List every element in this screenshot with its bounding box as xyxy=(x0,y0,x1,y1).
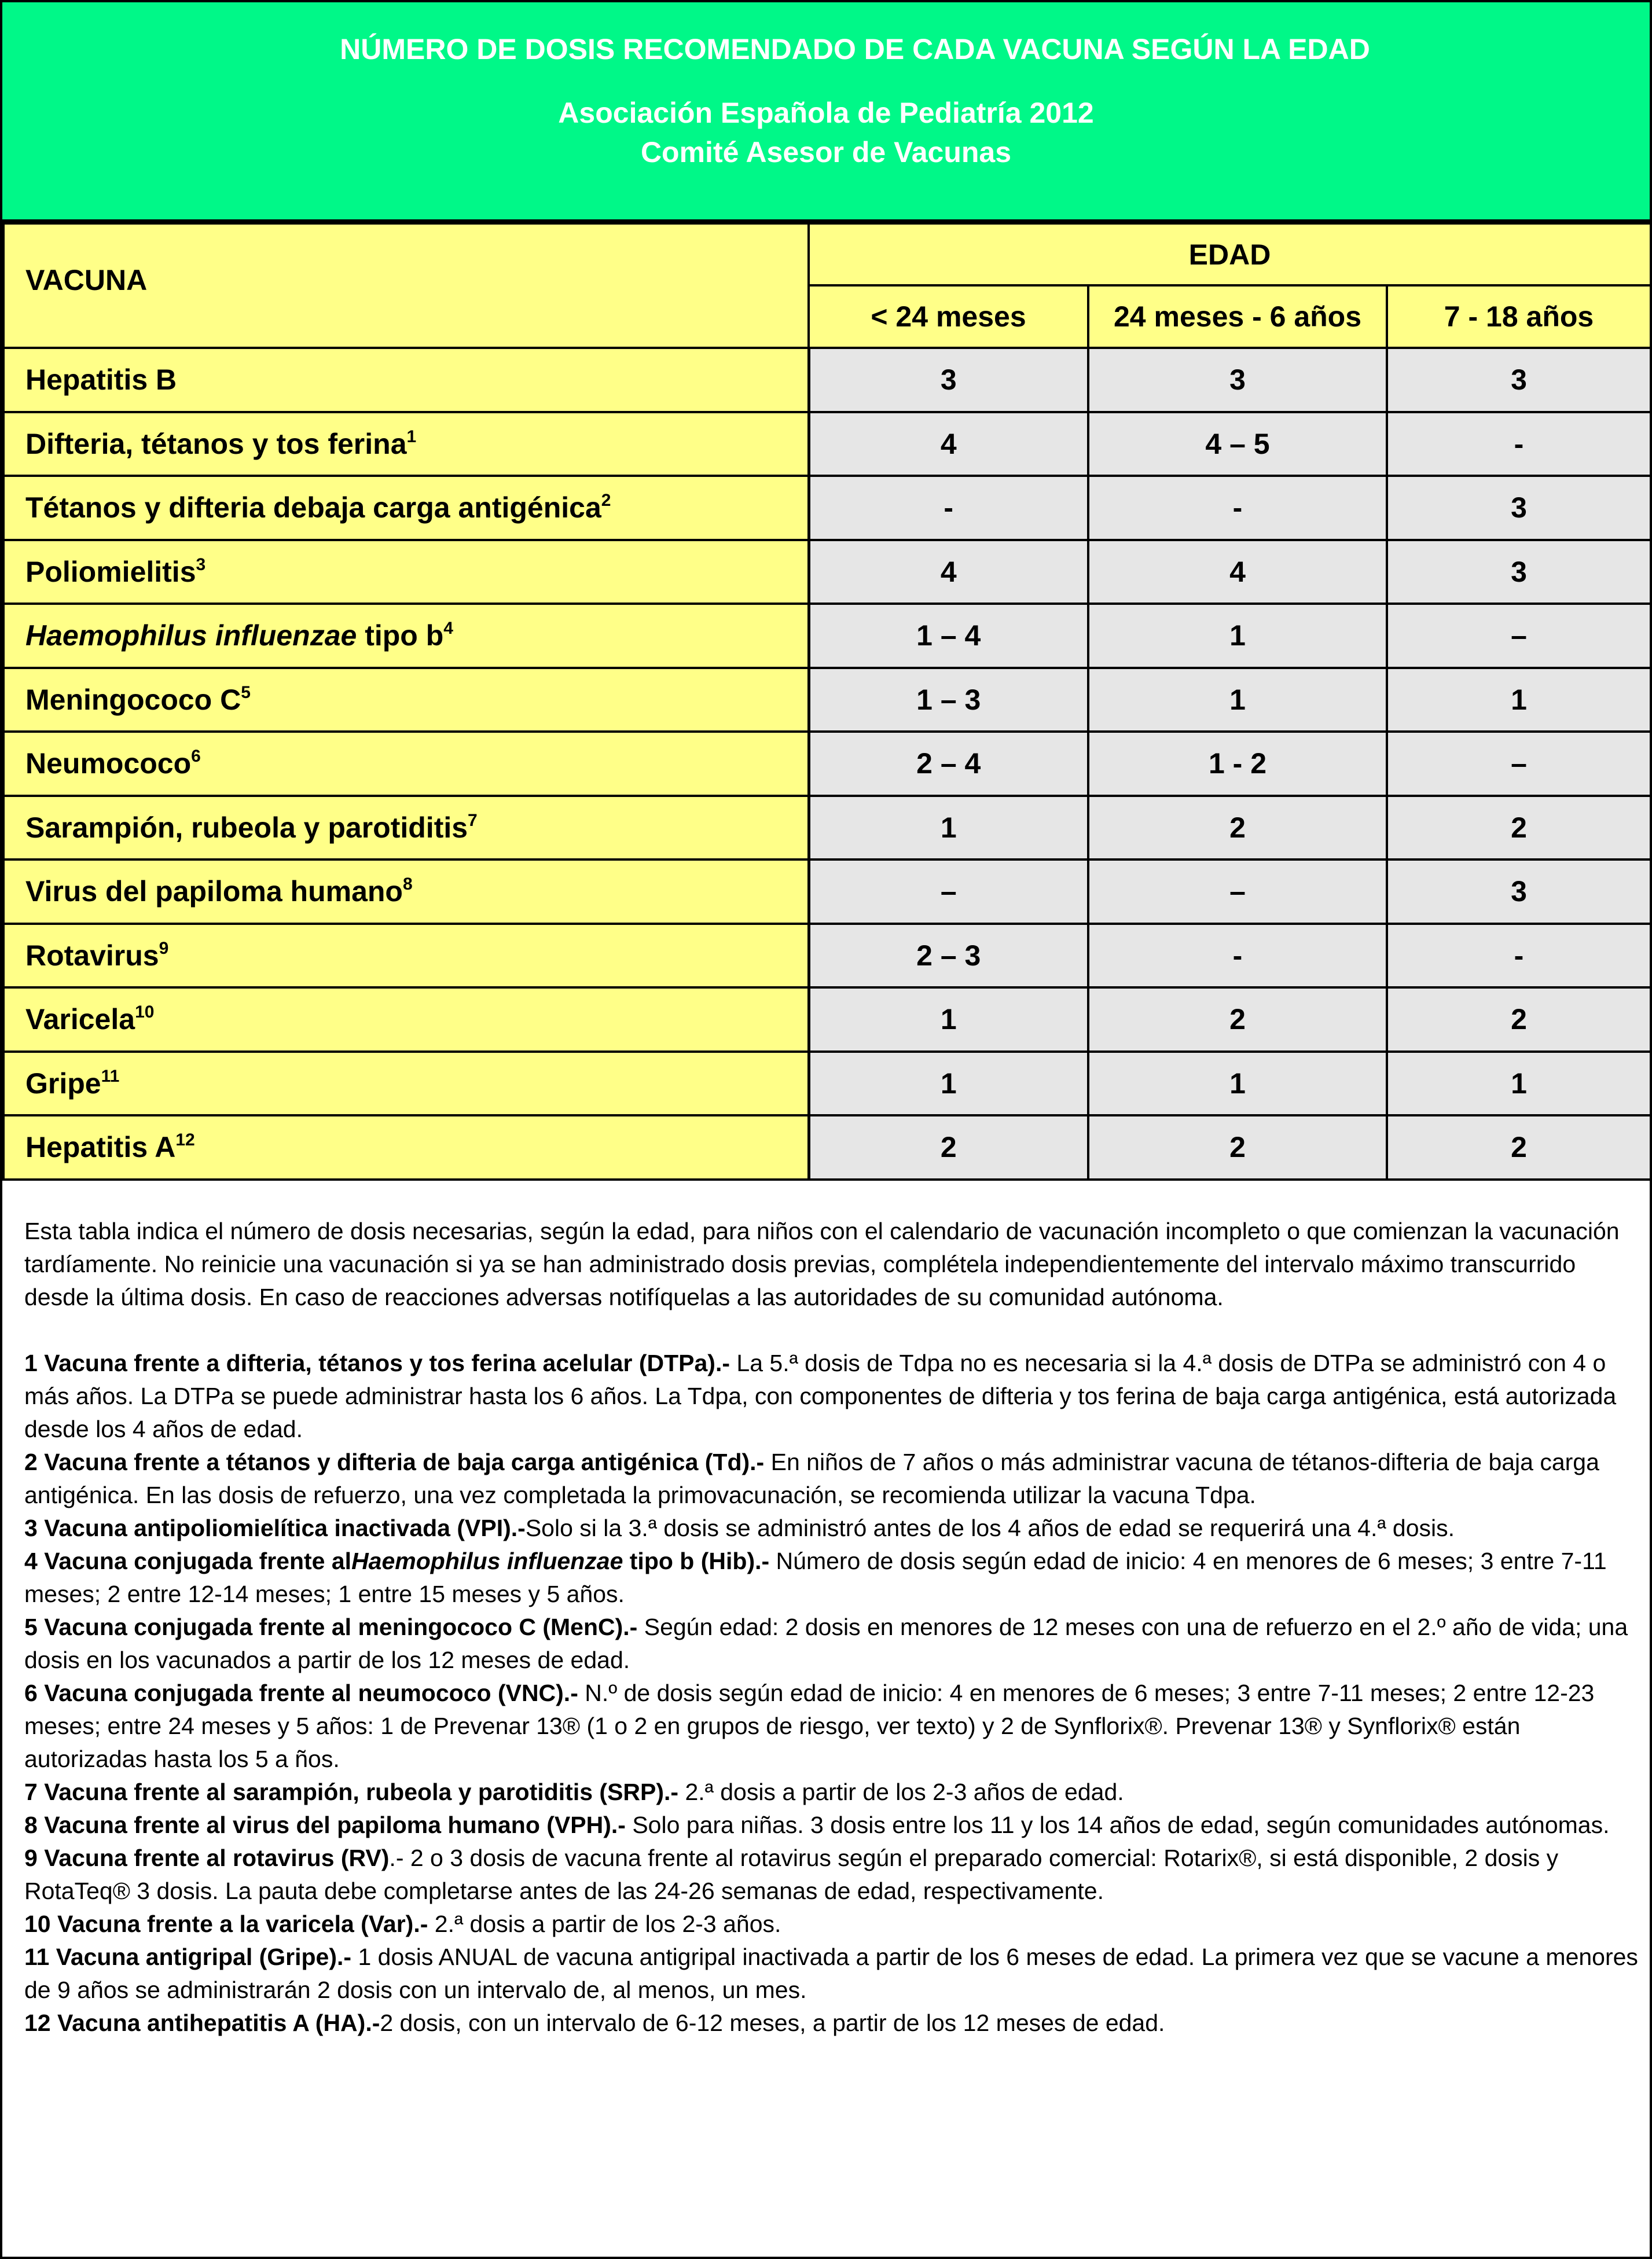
footnote xyxy=(24,1809,1639,1842)
age-column-24m-6y: 24 meses - 6 años xyxy=(1088,285,1387,348)
dose-cell: - xyxy=(1088,924,1387,988)
dose-cell: 3 xyxy=(1387,348,1651,412)
table-row xyxy=(3,348,1651,412)
vaccine-name: Difteria, tétanos y tos ferina xyxy=(25,427,407,460)
vaccine-name-cell xyxy=(3,859,809,924)
table-row xyxy=(3,412,1651,476)
footnote-heading: 7 Vacuna frente al sarampión, rubeola y parotiditis (SRP).- xyxy=(24,1779,679,1805)
vaccine-name: Poliomielitis xyxy=(25,555,196,588)
footnote xyxy=(24,1677,1639,1776)
document-title: NÚMERO DE DOSIS RECOMENDADO DE CADA VACUNA SEGÚN LA EDAD xyxy=(340,33,1370,65)
footnote-text: Número de dosis según edad de inicio: 4 en menores de 6 meses; 3 entre 7-11 meses; 2 entre 12-14 meses; 1 entre 15 meses y 5 años. xyxy=(24,1548,1607,1607)
footnote-ref: 1 xyxy=(406,427,417,446)
dose-cell: - xyxy=(1088,476,1387,540)
dose-cell: - xyxy=(1387,412,1651,476)
title-banner xyxy=(2,2,1650,222)
vaccine-name-cell xyxy=(3,1052,809,1116)
footnote-heading: 2 Vacuna frente a tétanos y difteria de baja carga antigénica (Td).- xyxy=(24,1449,765,1475)
table-row xyxy=(3,604,1651,668)
vaccine-name: Tétanos y difteria debaja carga antigénica xyxy=(25,491,601,524)
organization-subtitle: Asociación Española de Pediatría 2012 xyxy=(558,97,1094,129)
vaccine-name-cell xyxy=(3,924,809,988)
footnote xyxy=(24,2007,1639,2040)
dose-cell: – xyxy=(1088,859,1387,924)
footnote-ref: 5 xyxy=(241,682,251,702)
table-row xyxy=(3,859,1651,924)
dose-cell: 1 – 4 xyxy=(809,604,1088,668)
footnote-ref: 4 xyxy=(443,619,453,638)
dose-cell: 1 - 2 xyxy=(1088,732,1387,796)
vaccine-name-cell xyxy=(3,412,809,476)
dose-cell: 3 xyxy=(809,348,1088,412)
footnote xyxy=(24,1611,1639,1677)
vaccine-name-cell xyxy=(3,540,809,604)
vaccine-name-cell xyxy=(3,732,809,796)
vaccine-name: Sarampión, rubeola y parotiditis xyxy=(25,811,468,844)
dose-cell: 3 xyxy=(1387,540,1651,604)
footnote-ref: 10 xyxy=(135,1002,155,1022)
footnote-ref: 8 xyxy=(402,875,413,894)
dose-cell: 2 xyxy=(1088,796,1387,860)
dose-cell: – xyxy=(1387,732,1651,796)
footnote-ref: 2 xyxy=(601,491,611,510)
footnote-text: N.º de dosis según edad de inicio: 4 en menores de 6 meses; 3 entre 7-11 meses; 2 entre 12-23 meses; entre 24 meses y 5 años: 1 de Prevenar 13® (1 o 2 en grupos de riesgo, ver texto) y 2 de Synflorix®. Prevenar 13® y Synflorix® están autorizadas hasta los 5 a ños. xyxy=(24,1680,1595,1772)
footnote-ref: 3 xyxy=(196,554,206,574)
footnote-text: 2 dosis, con un intervalo de 6-12 meses, a partir de los 12 meses de edad. xyxy=(380,2010,1165,2036)
dose-cell: 1 xyxy=(809,1052,1088,1116)
vaccine-name-italic: Haemophilus influenzae xyxy=(25,619,357,652)
dose-cell: 2 – 3 xyxy=(809,924,1088,988)
dose-cell: 1 xyxy=(809,796,1088,860)
committee-subtitle: Comité Asesor de Vacunas xyxy=(640,136,1012,168)
table-row xyxy=(3,668,1651,732)
footnote-heading: 8 Vacuna frente al virus del papiloma humano (VPH).- xyxy=(24,1812,626,1838)
vaccine-name: Virus del papiloma humano xyxy=(25,875,403,908)
vaccine-name: Meningococo C xyxy=(25,683,241,716)
vaccine-name-cell xyxy=(3,604,809,668)
dose-cell: 2 xyxy=(1088,1115,1387,1180)
footnote-heading: 9 Vacuna frente al rotavirus (RV) xyxy=(24,1845,390,1871)
vaccine-name: Hepatitis B xyxy=(25,363,177,396)
footnote-text: La 5.ª dosis de Tdpa no es necesaria si la 4.ª dosis de DTPa se administró con 4 o más años. La DTPa se puede administrar hasta los 6 años. La Tdpa, con componentes de difteria y tos ferina de baja carga antigénica, está autorizada desde los 4 años de edad. xyxy=(24,1350,1617,1442)
vaccine-name-cell xyxy=(3,796,809,860)
footnote xyxy=(24,1512,1639,1545)
table-row xyxy=(3,796,1651,860)
footnote-ref: 6 xyxy=(191,747,201,766)
age-column-7-18y: 7 - 18 años xyxy=(1387,285,1651,348)
notes-section xyxy=(24,1215,1639,2040)
vaccine-name-cell xyxy=(3,1115,809,1180)
table-row xyxy=(3,540,1651,604)
footnote xyxy=(24,1941,1639,2007)
vaccine-name: Varicela xyxy=(25,1003,135,1036)
table-row xyxy=(3,1052,1651,1116)
footnote-heading-rest: tipo b (Hib).- xyxy=(623,1548,770,1574)
footnote-text: Según edad: 2 dosis en menores de 12 meses con una de refuerzo en el 2.º año de vida; una dosis en los vacunados a partir de los 12 meses de edad. xyxy=(24,1614,1628,1673)
dose-cell: 1 xyxy=(1088,668,1387,732)
vaccine-name: Gripe xyxy=(25,1067,101,1100)
dose-cell: 2 xyxy=(1387,987,1651,1052)
footnote-ref: 12 xyxy=(175,1130,195,1150)
footnote-heading-italic: Haemophilus influenzae xyxy=(351,1548,623,1574)
age-group-header: EDAD xyxy=(809,223,1651,285)
table-row xyxy=(3,1115,1651,1180)
dose-cell: - xyxy=(1387,924,1651,988)
dose-cell: 1 xyxy=(1387,668,1651,732)
table-row xyxy=(3,924,1651,988)
footnote xyxy=(24,1776,1639,1809)
footnote-text: 2.ª dosis a partir de los 2-3 años de edad. xyxy=(678,1779,1124,1805)
vaccine-name-cell xyxy=(3,348,809,412)
table-row xyxy=(3,476,1651,540)
intro-paragraph: Esta tabla indica el número de dosis necesarias, según la edad, para niños con el calendario de vacunación incompleto o que comienzan la vacunación tardíamente. No reinicie una vacunación si ya se han administrado dosis previas, complétela independientemente del intervalo máximo transcurrido desde la última dosis. En caso de reacciones adversas notifíquelas a las autoridades de su comunidad autónoma. xyxy=(24,1218,1620,1310)
dose-cell: 1 – 3 xyxy=(809,668,1088,732)
table-row xyxy=(3,987,1651,1052)
footnote xyxy=(24,1545,1639,1611)
vaccine-name: Rotavirus xyxy=(25,939,159,972)
footnote-heading: 1 Vacuna frente a difteria, tétanos y tos ferina acelular (DTPa).- xyxy=(24,1350,730,1376)
dose-cell: 2 xyxy=(1387,1115,1651,1180)
footnote-ref: 11 xyxy=(101,1066,120,1086)
dose-cell: 1 xyxy=(1088,1052,1387,1116)
dose-cell: 1 xyxy=(1088,604,1387,668)
dose-cell: - xyxy=(809,476,1088,540)
footnote-heading: 10 Vacuna frente a la varicela (Var).- xyxy=(24,1911,428,1937)
vaccine-column-header: VACUNA xyxy=(3,223,809,348)
footnote-heading: 12 Vacuna antihepatitis A (HA).- xyxy=(24,2010,380,2036)
dose-cell: 2 – 4 xyxy=(809,732,1088,796)
footnote xyxy=(24,1446,1639,1512)
vaccine-name-cell xyxy=(3,476,809,540)
footnote xyxy=(24,1908,1639,1941)
table-header-row xyxy=(3,223,1651,285)
footnote-ref: 9 xyxy=(159,938,169,958)
vaccine-name: Hepatitis A xyxy=(25,1131,176,1164)
footnote xyxy=(24,1842,1639,1908)
dose-cell: – xyxy=(809,859,1088,924)
footnote-text: Solo si la 3.ª dosis se administró antes de los 4 años de edad se requerirá una 4.ª dosis. xyxy=(525,1515,1455,1541)
dose-cell: 3 xyxy=(1387,476,1651,540)
dose-cell: 2 xyxy=(1088,987,1387,1052)
dose-cell: 4 – 5 xyxy=(1088,412,1387,476)
vaccine-name: Neumococo xyxy=(25,747,192,780)
dose-cell: 4 xyxy=(809,540,1088,604)
table-row xyxy=(3,732,1651,796)
dose-cell: 1 xyxy=(809,987,1088,1052)
footnote xyxy=(24,1347,1639,1446)
dose-cell: 4 xyxy=(809,412,1088,476)
vaccine-name-cell xyxy=(3,668,809,732)
footnote-text: Solo para niñas. 3 dosis entre los 11 y los 14 años de edad, según comunidades autónomas. xyxy=(625,1812,1610,1838)
dose-cell: 3 xyxy=(1088,348,1387,412)
footnote-text: 1 dosis ANUAL de vacuna antigripal inactivada a partir de los 6 meses de edad. La primera vez que se vacune a menores de 9 años se administrarán 2 dosis con un intervalo de, al menos, un mes. xyxy=(24,1944,1638,2003)
age-column-under-24m: < 24 meses xyxy=(809,285,1088,348)
vaccine-name-rest: tipo b xyxy=(357,619,444,652)
dose-cell: – xyxy=(1387,604,1651,668)
vaccine-name-cell xyxy=(3,987,809,1052)
dose-cell: 1 xyxy=(1387,1052,1651,1116)
footnote-text: 2.ª dosis a partir de los 2-3 años. xyxy=(428,1911,781,1937)
footnotes-list xyxy=(24,1347,1639,2040)
footnote-text: .- 2 o 3 dosis de vacuna frente al rotavirus según el preparado comercial: Rotarix®, si está disponible, 2 dosis y RotaTeq® 3 dosis. La pauta debe completarse antes de las 24-26 semanas de edad, respectivamente. xyxy=(24,1845,1559,1904)
dose-table xyxy=(2,222,1652,1181)
dose-cell: 2 xyxy=(1387,796,1651,860)
footnote-text: En niños de 7 años o más administrar vacuna de tétanos-difteria de baja carga antigénica. En las dosis de refuerzo, una vez completada la primovacunación, se recomienda utilizar la vacuna Tdpa. xyxy=(24,1449,1599,1508)
footnote-ref: 7 xyxy=(468,810,478,830)
footnote-heading: 6 Vacuna conjugada frente al neumococo (VNC).- xyxy=(24,1680,578,1706)
footnote-heading: 5 Vacuna conjugada frente al meningococo C (MenC).- xyxy=(24,1614,638,1640)
dose-cell: 4 xyxy=(1088,540,1387,604)
footnote-heading: 3 Vacuna antipoliomielítica inactivada (VPI).- xyxy=(24,1515,526,1541)
dose-cell: 3 xyxy=(1387,859,1651,924)
footnote-heading: 11 Vacuna antigripal (Gripe).- xyxy=(24,1944,352,1970)
dose-cell: 2 xyxy=(809,1115,1088,1180)
footnote-heading: 4 Vacuna conjugada frente al xyxy=(24,1548,352,1574)
